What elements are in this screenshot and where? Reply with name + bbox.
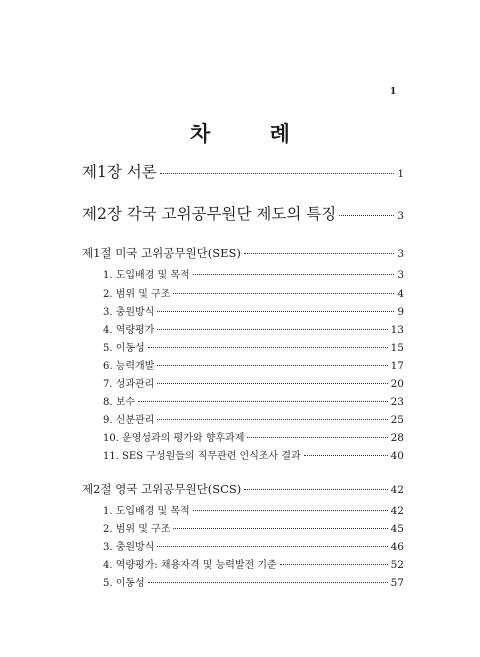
toc-item[interactable] — [103, 447, 404, 462]
toc-item-page: 42 — [390, 505, 404, 517]
toc-item-label: 10. 운영성과의 평가와 향후과제 — [103, 433, 245, 444]
dot-leader — [339, 215, 394, 216]
toc-item-label: 11. SES 구성원들의 직무관련 인식조사 결과 — [103, 451, 301, 462]
toc-item-label: 5. 이동성 — [103, 343, 145, 354]
dot-leader — [160, 173, 395, 174]
dot-leader — [173, 528, 387, 529]
toc-item[interactable] — [103, 556, 404, 571]
toc-item[interactable] — [103, 339, 404, 354]
dot-leader — [138, 401, 388, 402]
toc-item[interactable] — [103, 429, 404, 444]
toc-item[interactable] — [103, 285, 404, 300]
toc-item-label: 1. 도입배경 및 목적 — [103, 270, 190, 281]
toc-item[interactable] — [103, 393, 404, 408]
dot-leader — [193, 274, 395, 275]
toc-item-page: 15 — [390, 342, 404, 354]
toc-item-label: 3. 충원방식 — [103, 542, 155, 553]
toc-chapter-2[interactable] — [82, 202, 404, 224]
toc-item-page: 40 — [390, 450, 404, 462]
dot-leader — [157, 365, 387, 366]
dot-leader — [247, 437, 387, 438]
toc-section-page: 42 — [390, 484, 404, 496]
toc-item[interactable] — [103, 574, 404, 589]
toc-item[interactable] — [103, 357, 404, 372]
toc-item[interactable] — [103, 266, 404, 281]
toc-item-page: 17 — [390, 360, 404, 372]
toc-item-page: 20 — [390, 378, 404, 390]
dot-leader — [148, 582, 388, 583]
toc-chapter-page: 1 — [397, 168, 404, 180]
toc-section-label: 제2절 영국 고위공무원단(SCS) — [82, 482, 242, 496]
toc-item-page: 13 — [390, 324, 404, 336]
toc-item-page: 46 — [390, 541, 404, 553]
toc-item-label: 1. 도입배경 및 목적 — [103, 506, 190, 517]
toc-title: 차 례 — [190, 121, 316, 146]
toc-item-page: 4 — [397, 288, 404, 300]
toc-item[interactable] — [103, 303, 404, 318]
toc-item[interactable] — [103, 502, 404, 517]
dot-leader — [157, 419, 387, 420]
toc-item[interactable] — [103, 538, 404, 553]
toc-item-label: 9. 신분관리 — [103, 415, 155, 426]
toc-item[interactable] — [103, 411, 404, 426]
dot-leader — [157, 329, 387, 330]
toc-chapter-label: 제2장 각국 고위공무원단 제도의 특징 — [82, 205, 337, 223]
toc-item-page: 3 — [397, 269, 404, 281]
dot-leader — [280, 564, 388, 565]
toc-chapter-label: 제1장 서론 — [82, 163, 157, 181]
toc-item-label: 4. 역량평가 — [103, 325, 155, 336]
toc-item-page: 57 — [390, 577, 404, 589]
dot-leader — [148, 347, 388, 348]
dot-leader — [193, 510, 388, 511]
dot-leader — [173, 293, 394, 294]
toc-item[interactable] — [103, 321, 404, 336]
toc-item-label: 7. 성과관리 — [103, 379, 155, 390]
dot-leader — [157, 546, 387, 547]
toc-item-page: 28 — [390, 432, 404, 444]
page-number: 1 — [390, 87, 397, 97]
toc-item-label: 2. 범위 및 구조 — [103, 289, 171, 300]
toc-section-page: 3 — [397, 248, 404, 260]
toc-item-label: 2. 범위 및 구조 — [103, 524, 171, 535]
dot-leader — [304, 455, 388, 456]
toc-item-label: 3. 충원방식 — [103, 307, 155, 318]
toc-item-page: 45 — [390, 523, 404, 535]
toc-chapter-page: 3 — [397, 210, 404, 222]
toc-item-label: 5. 이동성 — [103, 578, 145, 589]
toc-section-label: 제1절 미국 고위공무원단(SES) — [82, 246, 241, 260]
toc-item-label: 4. 역량평가: 채용자격 및 능력발전 기준 — [103, 560, 277, 571]
toc-section-2[interactable] — [82, 481, 404, 497]
dot-leader — [157, 383, 387, 384]
toc-item-label: 6. 능력개발 — [103, 361, 155, 372]
toc-item-page: 9 — [397, 306, 404, 318]
toc-item-page: 23 — [390, 396, 404, 408]
toc-section-1[interactable] — [82, 245, 404, 261]
toc-item[interactable] — [103, 375, 404, 390]
toc-item[interactable] — [103, 520, 404, 535]
toc-item-page: 25 — [390, 414, 404, 426]
toc-item-label: 8. 보수 — [103, 397, 136, 408]
dot-leader — [157, 311, 394, 312]
dot-leader — [244, 489, 387, 490]
toc-item-page: 52 — [390, 559, 404, 571]
toc-chapter-1[interactable] — [82, 160, 404, 182]
dot-leader — [244, 253, 394, 254]
